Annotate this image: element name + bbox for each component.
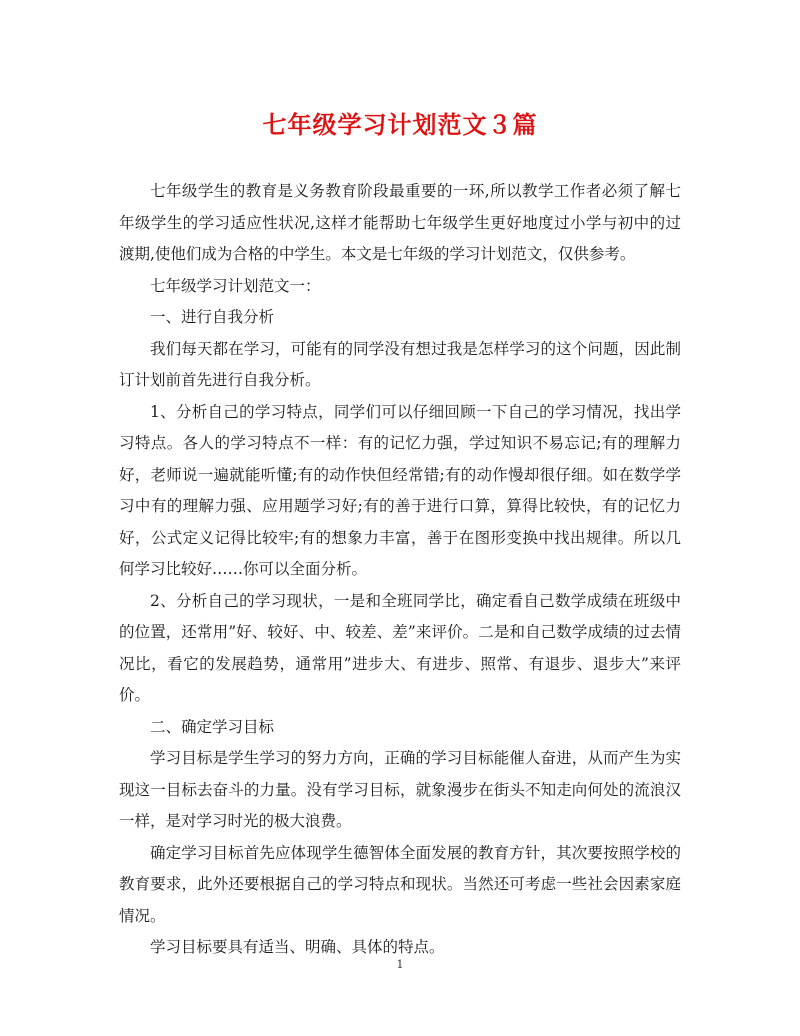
self-analysis-paragraph: 我们每天都在学习，可能有的同学没有想过我是怎样学习的这个问题，因此制订计划前首先进行自我分析。 xyxy=(119,339,681,389)
goals-basis-paragraph: 确定学习目标首先应体现学生德智体全面发展的教育方针，其次要按照学校的教育要求，此外还要根据自己的学习特点和现状。当然还可考虑一些社会因素家庭情况。 xyxy=(119,843,681,925)
subheading-self-analysis: 一、进行自我分析 xyxy=(150,308,275,326)
learning-traits-paragraph: 1、分析自己的学习特点，同学们可以仔细回顾一下自己的学习情况，找出学习特点。各人的学习特点不一样：有的记忆力强，学过知识不易忘记;有的理解力好，老师说一遍就能听懂;有的动作快但经常错;有的动作慢却很仔细。如在数学学习中有的理解力强、应用题学习好;有的善于进行口算，算得比较快，有的记忆力好，公式定义记得比较牢;有的想象力丰富，善于在图形变换中找出规律。所以几何学习比较好……你可以全面分析。 xyxy=(119,402,681,578)
subheading-set-goals: 二、确定学习目标 xyxy=(150,717,275,736)
goals-importance-paragraph: 学习目标是学生学习的努力方向，正确的学习目标能催人奋进，从而产生为实现这一目标去奋斗的力量。没有学习目标，就象漫步在街头不知走向何处的流浪汉一样，是对学习时光的极大浪费。 xyxy=(119,749,681,830)
page-number: 1 xyxy=(396,958,404,971)
section-heading-sample-one: 七年级学习计划范文一： xyxy=(150,276,321,295)
document-body xyxy=(119,176,681,964)
goals-traits-paragraph: 学习目标要具有适当、明确、具体的特点。 xyxy=(150,938,445,956)
learning-status-paragraph: 2、分析自己的学习现状，一是和全班同学比，确定看自己数学成绩在班级中的位置，还常用”好、较好、中、较差、差”来评价。二是和自己数学成绩的过去情况比，看它的发展趋势，通常用”进步大、有进步、照常、有退步、退步大”来评价。 xyxy=(119,591,681,704)
document-title: 七年级学习计划范文３篇 xyxy=(262,110,538,139)
intro-paragraph: 七年级学生的教育是义务教育阶段最重要的一环,所以教学工作者必须了解七年级学生的学习适应性状况,这样才能帮助七年级学生更好地度过小学与初中的过渡期,使他们成为合格的中学生。本文是七年级的学习计划范文，仅供参考。 xyxy=(119,182,681,263)
